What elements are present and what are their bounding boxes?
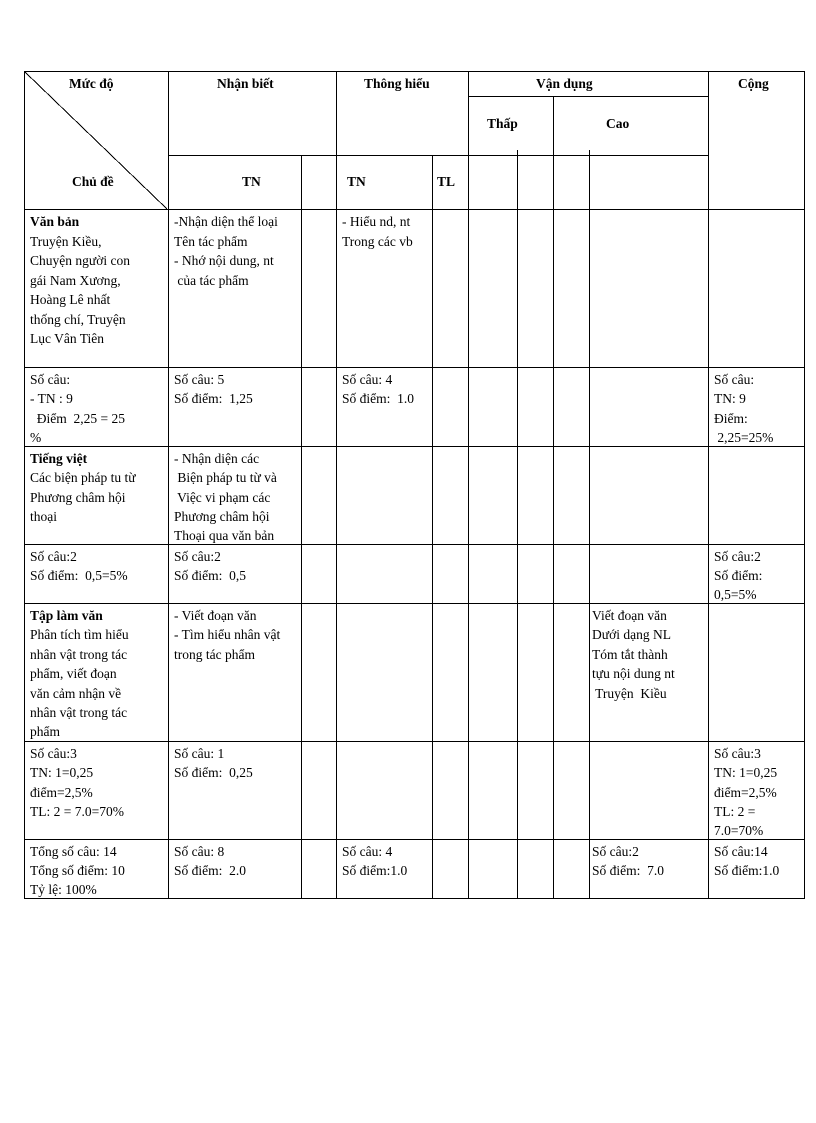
- tlv-score-nb-1: Số câu: 1: [174, 746, 225, 761]
- tieng-viet-title: Tiếng việt: [30, 451, 88, 466]
- van-ban-th-1: - Hiểu nd, nt: [342, 214, 411, 229]
- tong-cao-2: Số điểm: 7.0: [592, 863, 665, 878]
- tlv-desc-2: nhân vật trong tác: [30, 647, 128, 662]
- van-ban-th-2: Trong các vb: [342, 234, 413, 249]
- tv-score-nb-2: Số điểm: 0,5: [174, 568, 247, 583]
- header-cong: Cộng: [738, 76, 769, 91]
- tv-score-label-2: Số điểm: 0,5=5%: [30, 568, 128, 583]
- header-nhan-biet: Nhận biết: [217, 76, 274, 91]
- van-ban-nb-3: - Nhớ nội dung, nt: [174, 253, 274, 268]
- vb-score-cong-4: 2,25=25%: [714, 430, 774, 445]
- tlv-cao-5: Truyện Kiều: [592, 686, 667, 701]
- vb-score-label-2: - TN : 9: [30, 391, 73, 406]
- tong-cong-1: Số câu:14: [714, 844, 768, 859]
- van-ban-desc-2: Chuyện người con: [30, 253, 130, 268]
- tv-score-nb-1: Số câu:2: [174, 549, 221, 564]
- tieng-viet-nb-2: Biện pháp tu từ và: [174, 470, 277, 485]
- tong-label-2: Tổng số điểm: 10: [30, 863, 125, 878]
- tlv-nb-1: - Viết đoạn văn: [174, 608, 257, 623]
- tlv-score-cong-1: Số câu:3: [714, 746, 761, 761]
- tieng-viet-desc-3: thoại: [30, 509, 57, 524]
- tlv-nb-3: trong tác phẩm: [174, 647, 255, 662]
- vb-score-th-1: Số câu: 4: [342, 372, 393, 387]
- tv-score-cong-1: Số câu:2: [714, 549, 761, 564]
- tlv-score-cong-2: TN: 1=0,25: [714, 765, 778, 780]
- tlv-desc-6: phẩm: [30, 724, 60, 739]
- tieng-viet-nb-3: Việc vi phạm các: [174, 490, 271, 505]
- vb-score-cong-1: Số câu:: [714, 372, 755, 387]
- van-ban-desc-5: thống chí, Truyện: [30, 312, 126, 327]
- tv-score-cong-2: Số điểm:: [714, 568, 763, 583]
- tlv-cao-4: tựu nội dung nt: [592, 666, 675, 681]
- tv-score-cong-3: 0,5=5%: [714, 587, 757, 602]
- header-thap: Thấp: [487, 116, 518, 131]
- tlv-score-label-3: điểm=2,5%: [30, 785, 93, 800]
- tlv-score-label-2: TN: 1=0,25: [30, 765, 94, 780]
- vb-score-nb-1: Số câu: 5: [174, 372, 225, 387]
- tlv-score-cong-5: 7.0=70%: [714, 823, 764, 838]
- tlv-score-nb-2: Số điểm: 0,25: [174, 765, 253, 780]
- vb-score-nb-2: Số điểm: 1,25: [174, 391, 253, 406]
- tlv-score-label-4: TL: 2 = 7.0=70%: [30, 804, 124, 819]
- tlv-nb-2: - Tìm hiểu nhân vật: [174, 627, 281, 642]
- tlv-cao-3: Tóm tắt thành: [592, 647, 668, 662]
- tv-score-label-1: Số câu:2: [30, 549, 77, 564]
- van-ban-nb-4: của tác phẩm: [174, 273, 249, 288]
- tlv-cao-2: Dưới dạng NL: [592, 627, 671, 642]
- vb-score-label-4: %: [30, 430, 42, 445]
- tieng-viet-desc-1: Các biện pháp tu từ: [30, 470, 136, 485]
- vb-score-th-2: Số điểm: 1.0: [342, 391, 415, 406]
- van-ban-title: Văn bản: [30, 214, 80, 229]
- header-tn-thong-hieu: TN: [347, 174, 366, 189]
- tlv-desc-4: văn cảm nhận về: [30, 686, 122, 701]
- van-ban-desc-6: Lục Vân Tiên: [30, 331, 105, 346]
- tong-nb-1: Số câu: 8: [174, 844, 225, 859]
- tong-nb-2: Số điểm: 2.0: [174, 863, 247, 878]
- tlv-score-label-1: Số câu:3: [30, 746, 77, 761]
- header-thong-hieu: Thông hiểu: [364, 76, 430, 91]
- header-tn-nhan-biet: TN: [242, 174, 261, 189]
- tong-th-1: Số câu: 4: [342, 844, 393, 859]
- vb-score-label-1: Số câu:: [30, 372, 71, 387]
- van-ban-nb-2: Tên tác phẩm: [174, 234, 248, 249]
- tong-cong-2: Số điểm:1.0: [714, 863, 780, 878]
- tieng-viet-nb-1: - Nhận diện các: [174, 451, 260, 466]
- header-cao: Cao: [606, 116, 630, 131]
- tieng-viet-desc-2: Phương châm hội: [30, 490, 126, 505]
- vb-score-cong-2: TN: 9: [714, 391, 746, 406]
- van-ban-desc-4: Hoàng Lê nhất: [30, 292, 111, 307]
- tong-label-3: Tỷ lệ: 100%: [30, 882, 97, 897]
- tong-label-1: Tổng số câu: 14: [30, 844, 117, 859]
- tlv-cao-1: Viết đoạn văn: [592, 608, 667, 623]
- tong-th-2: Số điểm:1.0: [342, 863, 408, 878]
- tieng-viet-nb-5: Thoại qua văn bản: [174, 528, 275, 543]
- tlv-score-cong-4: TL: 2 =: [714, 804, 756, 819]
- vb-score-cong-3: Điểm:: [714, 411, 748, 426]
- tong-cao-1: Số câu:2: [592, 844, 639, 859]
- tlv-desc-1: Phân tích tìm hiểu: [30, 627, 129, 642]
- tlv-desc-5: nhân vật trong tác: [30, 705, 128, 720]
- tlv-score-cong-3: điểm=2,5%: [714, 785, 777, 800]
- header-tl: TL: [437, 174, 456, 189]
- header-van-dung: Vận dụng: [536, 76, 593, 91]
- tlv-desc-3: phẩm, viết đoạn: [30, 666, 117, 681]
- header-chu-de: Chủ đề: [72, 174, 114, 189]
- van-ban-desc-3: gái Nam Xương,: [30, 273, 121, 288]
- tlv-title: Tập làm văn: [30, 608, 103, 623]
- header-muc-do: Mức độ: [69, 76, 114, 91]
- van-ban-desc-1: Truyện Kiều,: [30, 234, 102, 249]
- vb-score-label-3: Điểm 2,25 = 25: [30, 411, 125, 426]
- tieng-viet-nb-4: Phương châm hội: [174, 509, 270, 524]
- van-ban-nb-1: -Nhận diện thể loại: [174, 214, 278, 229]
